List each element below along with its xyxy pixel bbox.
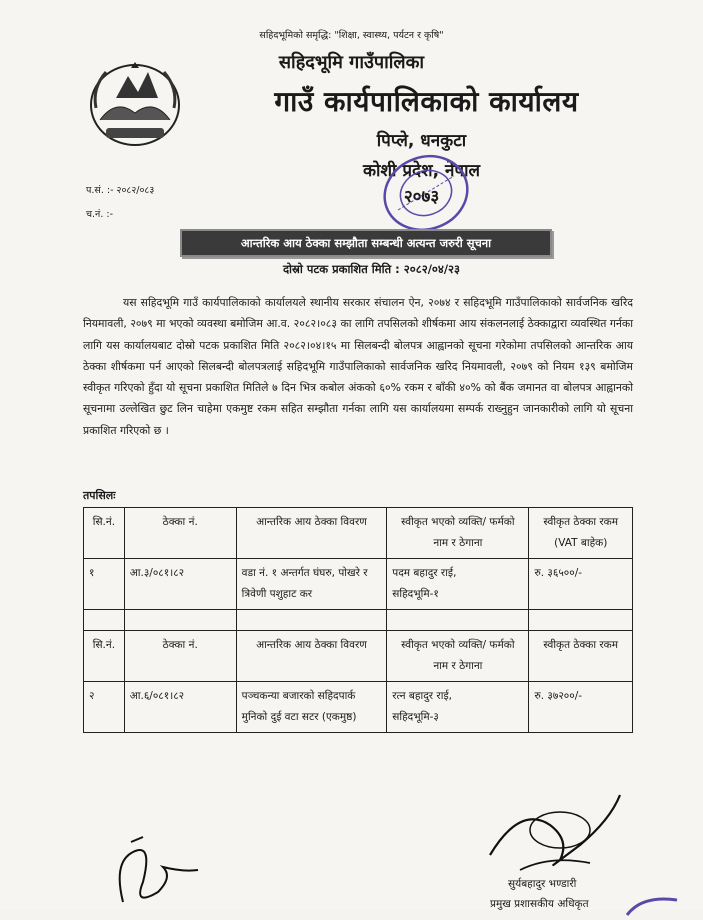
office-stamp-seal (378, 150, 474, 236)
office-name: गाउँ कार्यपालिकाको कार्यालय (274, 85, 579, 118)
header-sn: सि.नं. (84, 508, 125, 559)
awardee-name: रत्न बहादुर राई, (392, 690, 452, 702)
header-amount: स्वीकृत ठेक्का रकम (529, 631, 633, 682)
handwritten-signature-left (103, 822, 213, 910)
dispatch-number: च.नं. :- (86, 209, 113, 220)
row-description: वडा नं. १ अन्तर्गत घंघरु, पोखरे र त्रिवेणी पशुहाट कर (236, 559, 387, 610)
row-contract-no: आ.६/०८१।८२ (124, 682, 236, 733)
header-contract-no: ठेक्का नं. (124, 631, 236, 682)
header-description: आन्तरिक आय ठेक्का विवरण (236, 508, 387, 559)
organization-name: सहिदभूमि गाउँपालिका (278, 52, 425, 73)
awardee-address: सहिदभूमि-१ (392, 588, 439, 600)
header-sn: सि.नं. (84, 631, 125, 682)
table-row (84, 559, 633, 610)
address-line1: पिप्ले, धनकुटा (376, 131, 467, 151)
awardee-name: पदम बहादुर राई, (392, 567, 457, 579)
contract-details-table (83, 507, 633, 733)
row-sn: २ (84, 682, 125, 733)
signer-title: प्रमुख प्रशासकीय अधिकृत (490, 898, 589, 910)
signer-name: सुर्यबहादुर भण्डारी (508, 878, 577, 890)
row-amount: रु. ३७२००/- (529, 682, 633, 733)
row-awardee (387, 682, 529, 733)
table-row (84, 682, 633, 733)
table-spacer (84, 610, 633, 631)
letter-number: प.सं. :- २०८२/०८३ (86, 185, 155, 196)
row-amount: रु. ३६५००/- (529, 559, 633, 610)
row-awardee (387, 559, 529, 610)
row-description: पञ्चकन्या बजारको सहिदपार्क मुनिको दुई वटा सटर (एकमुष्ठ) (236, 682, 387, 733)
address-line2: कोशी प्रदेश, नेपाल (363, 161, 480, 181)
row-sn: १ (84, 559, 125, 610)
details-label: तपसिलः (83, 489, 116, 502)
header-description: आन्तरिक आय ठेक्का विवरण (236, 631, 387, 682)
header-awardee: स्वीकृत भएको व्यक्ति/ फर्मको नाम र ठेगाना (387, 631, 529, 682)
row-contract-no: आ.३/०८१।८२ (124, 559, 236, 610)
header-amount: स्वीकृत ठेक्का रकम (VAT बाहेक) (529, 508, 633, 559)
table-header-row (84, 508, 633, 559)
header-awardee: स्वीकृत भएको व्यक्ति/ फर्मको नाम र ठेगाना (387, 508, 529, 559)
notice-body: यस सहिदभूमि गाउँ कार्यपालिकाको कार्यालयले स्थानीय सरकार संचालन ऐन, २०७४ र सहिदभूमि गाउँपालिकाको सार्वजनिक खरिद नियमावली, २०७९ मा भएको व्यवस्था बमोजिम आ.व. २०८२।०८३ का लागि तपसिलको शीर्षकमा आय संकलनलाई ठेक्काद्वारा व्यवस्थित गर्नका लागि यस कार्यालयबाट दोस्रो पटक प्रकाशित मिति २०८२।०४।१५ मा सिलबन्दी बोलपत्र आह्वानको सूचना गरेकोमा तपसिलको आन्तरिक आय ठेक्का शीर्षकमा पर्न आएको सिलबन्दी बोलपत्रलाई सहिदभूमि गाउँपालिकाको सार्वजनिक खरिद नियमावली, २०७९ को नियम १३९ बमोजिम स्वीकृत गरिएको हुँदा यो सूचना प्रकाशित मितिले ७ दिन भित्र कबोल अंकको ६०% रकम र बाँकी ४०% को बैंक जमानत वा बोलपत्र आह्वानको सूचनामा उल्लेखित छुट लिन चाहेमा एकमुष्ट रकम सहित सम्झौता गर्नका लागि यस कार्यालयमा सम्पर्क राख्नुहुन जानकारीको लागि यो सूचना प्रकाशित गरिएको छ । (83, 296, 633, 437)
published-date: दोस्रो पटक प्रकाशित मिति : २०८२/०४/२३ (282, 262, 461, 276)
motto-text: सहिदभूमिको समृद्धि: "शिक्षा, स्वास्थ्य, पर्यटन र कृषि" (259, 30, 444, 41)
awardee-address: सहिदभूमि-३ (392, 711, 439, 723)
header-contract-no: ठेक्का नं. (124, 508, 236, 559)
corner-stamp-mark (622, 890, 682, 920)
year-text: २०७३ (403, 187, 440, 207)
notice-title-banner: आन्तरिक आय ठेक्का सम्झौता सम्बन्धी अत्यन्त जरुरी सूचना (180, 229, 552, 257)
table-header-row (84, 631, 633, 682)
handwritten-signature-right (480, 785, 630, 885)
